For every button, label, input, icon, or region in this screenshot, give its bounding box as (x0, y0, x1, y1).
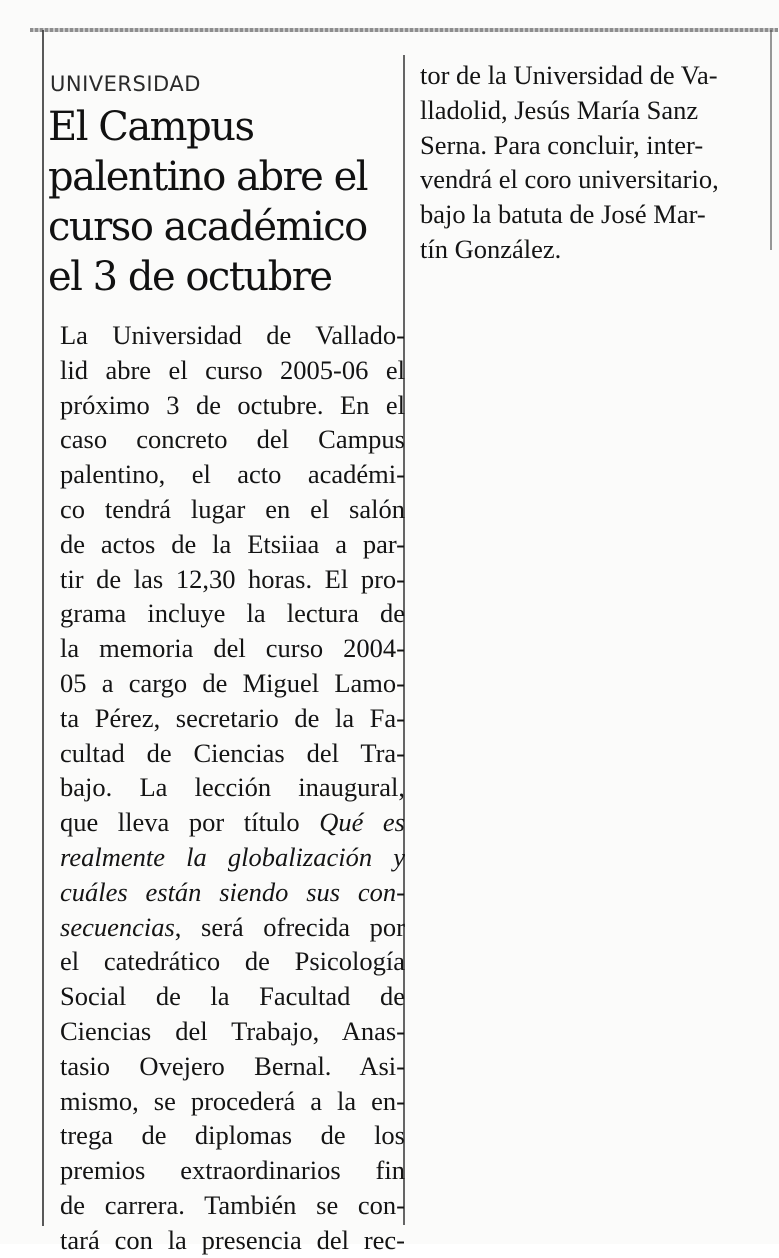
body-line: Serna. Para concluir, inter- (420, 129, 704, 160)
body-line: tín González. (420, 233, 562, 264)
body-line: Social de la Facultad de (60, 981, 405, 1012)
lecture-title-start: Qué es (319, 807, 405, 838)
top-rule (30, 28, 778, 32)
body-line: tor de la Universidad de Va- (420, 60, 718, 90)
body-line: bajo la batuta de José Mar- (420, 199, 706, 230)
body-line: grama incluye la lectura de (60, 598, 405, 629)
body-line: cultad de Ciencias del Tra- (60, 737, 405, 768)
lecture-title-text: cuáles están siendo sus con- (60, 876, 405, 907)
body-line: de carrera. También se con- (60, 1189, 405, 1220)
body-line: próximo 3 de octubre. En el (60, 389, 405, 420)
body-line: tasio Ovejero Bernal. Asi- (60, 1050, 405, 1081)
body-line-mixed (60, 910, 405, 945)
article-body-right-column (420, 58, 760, 267)
body-line: mismo, se procederá a la en- (60, 1085, 405, 1116)
body-line-italic (60, 840, 405, 875)
body-line: la memoria del curso 2004- (60, 633, 405, 664)
body-line: tir de las 12,30 horas. El pro- (60, 563, 405, 594)
body-line: La Universidad de Vallado- (60, 320, 405, 350)
article-body-left-column (60, 318, 405, 1258)
headline (48, 102, 398, 302)
body-line: palentino, el acto académi- (60, 459, 405, 490)
body-line: trega de diplomas de los (60, 1120, 405, 1151)
body-line: el catedrático de Psicología (60, 946, 405, 977)
left-column-rule (42, 30, 44, 1226)
body-line: caso concreto del Campus (60, 424, 405, 455)
body-text: , será ofrecida por (174, 911, 405, 942)
headline-line: el 3 de octubre (48, 254, 332, 300)
lecture-title-text: realmente la globalización y (60, 841, 405, 872)
section-label: UNIVERSIDAD (50, 72, 201, 96)
body-line: de actos de la Etsiiaa a par- (60, 528, 405, 559)
body-line: lladolid, Jesús María Sanz (420, 94, 699, 125)
body-line: lid abre el curso 2005-06 el (60, 354, 405, 385)
body-line-italic (60, 875, 405, 910)
headline-line: curso académico (48, 204, 367, 250)
body-line: Ciencias del Trabajo, Anas- (60, 1015, 405, 1046)
body-line: bajo. La lección inaugural, (60, 772, 405, 803)
body-line-title (60, 805, 405, 840)
lecture-title-end: secuencias (60, 911, 175, 942)
body-line: vendrá el coro universitario, (420, 164, 719, 195)
body-line: co tendrá lugar en el salón (60, 493, 405, 524)
right-edge-rule (770, 30, 772, 250)
headline-line: palentino abre el (48, 154, 368, 200)
headline-line: El Campus (48, 104, 254, 150)
body-line: ta Pérez, secretario de la Fa- (60, 702, 405, 733)
body-line: 05 a cargo de Miguel Lamo- (60, 667, 405, 698)
body-line: premios extraordinarios fin (60, 1155, 405, 1186)
title-intro-text: que lleva por título (60, 807, 320, 838)
body-line: tará con la presencia del rec- (60, 1224, 405, 1255)
